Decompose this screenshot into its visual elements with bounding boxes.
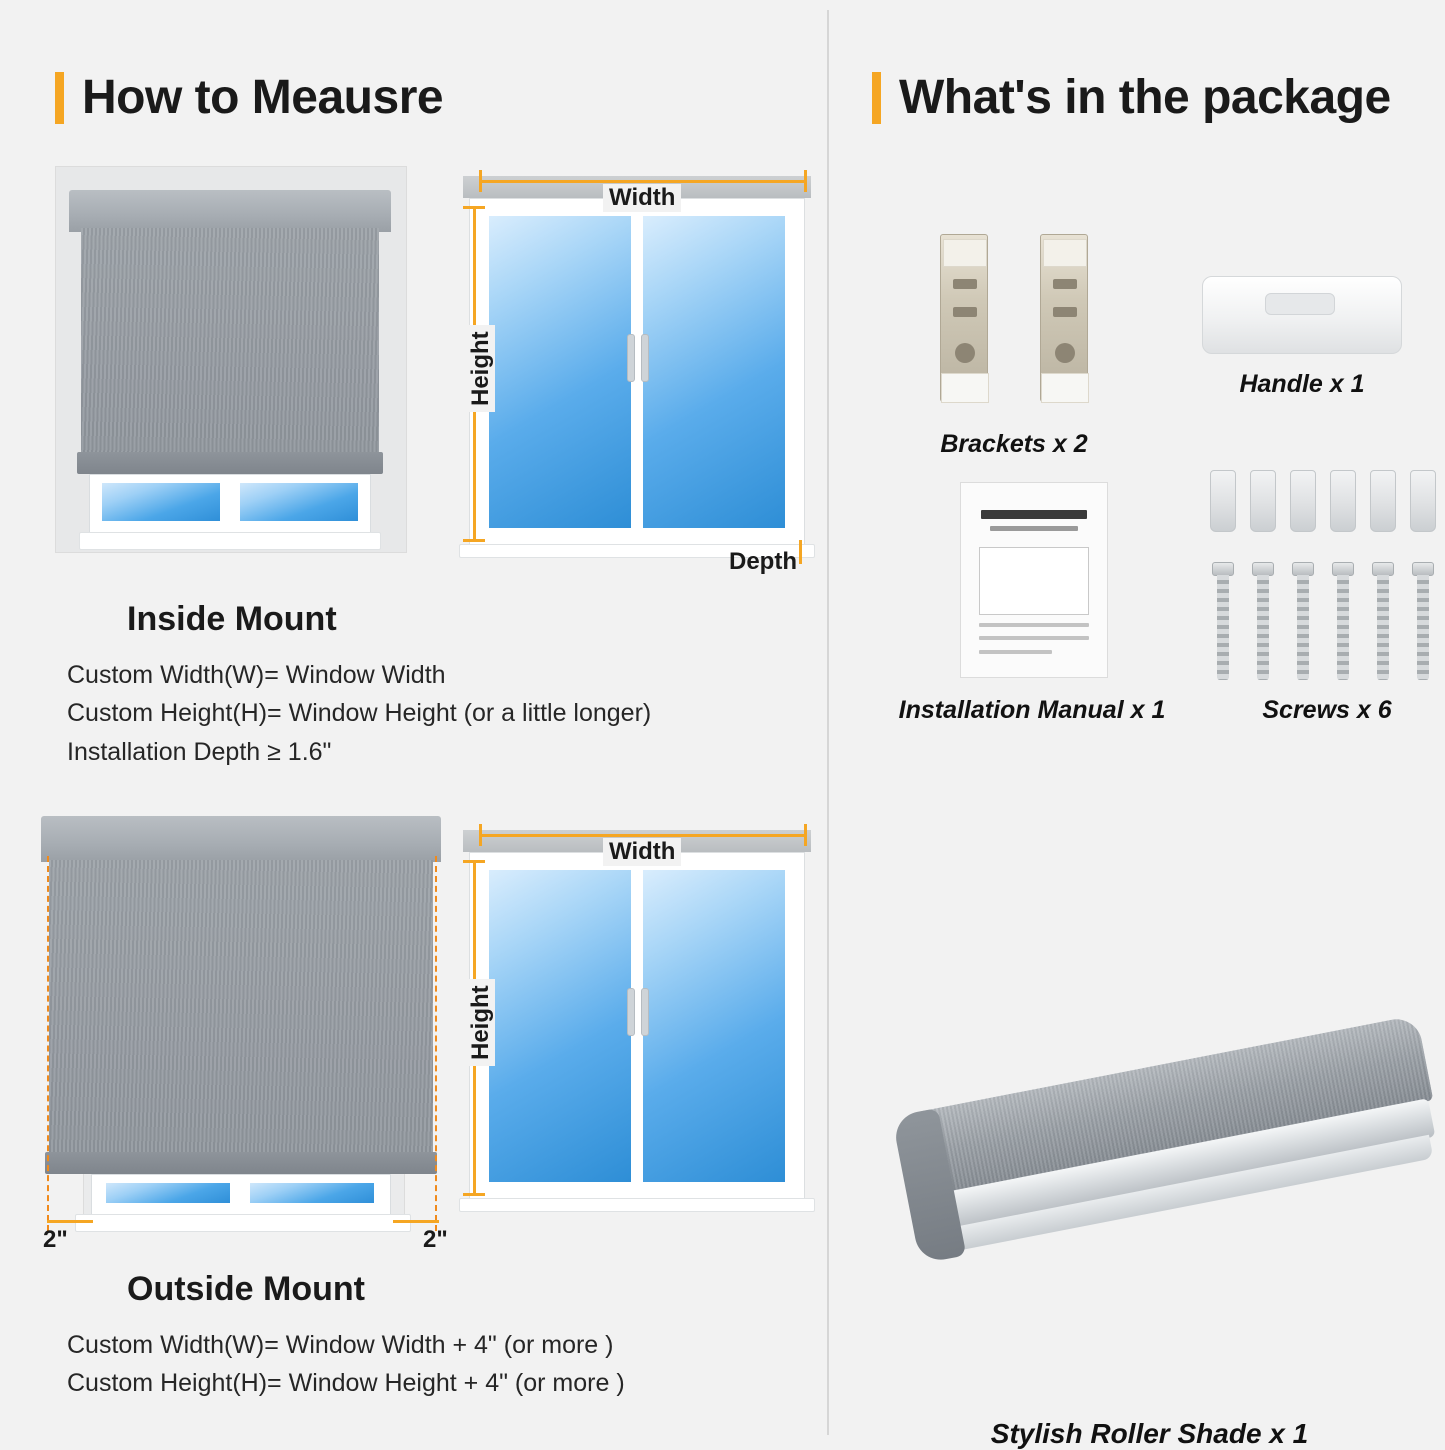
outside-width-cap-right	[804, 824, 807, 846]
inside-measure-handle-right	[641, 334, 649, 382]
outside-window-sill	[75, 1214, 411, 1232]
screw-icon-4	[1332, 562, 1354, 680]
inside-height-cap-bottom	[463, 539, 485, 542]
outside-window-glass-left	[103, 1180, 233, 1206]
inside-window-sill	[79, 532, 381, 550]
outside-mount-illustration	[43, 816, 795, 1256]
package-heading-label: What's in the package	[899, 71, 1391, 124]
inside-window-glass-left	[99, 480, 223, 524]
outside-mount-title: Outside Mount	[127, 1269, 365, 1308]
how-to-measure-heading	[55, 72, 795, 124]
inside-mount-title: Inside Mount	[127, 600, 337, 638]
bracket-left-icon	[940, 234, 988, 402]
outside-width-cap-left	[479, 824, 482, 846]
inside-height-label: Height	[467, 325, 495, 412]
outside-measure-pane-right	[639, 866, 789, 1186]
roller-shade-icon	[897, 1015, 1445, 1263]
outside-mount-line-2: Custom Height(H)= Window Height + 4" (or more )	[67, 1369, 625, 1397]
inside-width-line	[479, 180, 807, 183]
how-to-measure-section	[43, 71, 797, 1403]
screws-caption: Screws x 6	[1262, 696, 1392, 724]
package-contents-section	[872, 71, 1427, 1449]
outside-measure-handle-right	[641, 988, 649, 1036]
inside-measure-pane-right	[639, 212, 789, 532]
brackets-caption: Brackets x 2	[940, 430, 1088, 458]
outside-extension-dash-left	[47, 856, 49, 1231]
outside-window-glass-right	[247, 1180, 377, 1206]
manual-caption: Installation Manual x 1	[898, 696, 1166, 724]
bracket-right-icon	[1040, 234, 1088, 402]
heading-accent-bar	[55, 72, 64, 124]
inside-shade-fabric	[81, 228, 379, 456]
column-divider	[827, 10, 829, 1435]
inside-height-cap-top	[463, 206, 485, 209]
package-heading	[872, 72, 1427, 124]
outside-measure-sill	[459, 1198, 815, 1212]
installation-manual-icon	[960, 482, 1108, 678]
roller-shade-caption: Stylish Roller Shade x 1	[990, 1418, 1309, 1449]
screw-icon-5	[1372, 562, 1394, 680]
inside-depth-label: Depth	[729, 548, 797, 575]
outside-height-label: Height	[467, 979, 495, 1066]
inside-shade-bottomrail	[77, 452, 383, 474]
outside-extension-dash-right	[435, 856, 437, 1231]
inside-width-label: Width	[603, 184, 681, 212]
outside-measure-handle-left	[627, 988, 635, 1036]
outside-mount-line-1: Custom Width(W)= Window Width + 4" (or more )	[67, 1330, 614, 1359]
outside-extension-line-left	[47, 1220, 93, 1223]
roller-shade-product	[872, 1024, 1427, 1449]
inside-window-glass-right	[237, 480, 361, 524]
outside-height-cap-bottom	[463, 1193, 485, 1196]
outside-width-line	[479, 834, 807, 837]
handle-icon	[1202, 276, 1402, 354]
inside-mount-line-1: Custom Width(W)= Window Width	[67, 661, 446, 689]
anchor-icon-4	[1330, 470, 1356, 532]
screw-icon-6	[1412, 562, 1434, 680]
heading-label: How to Meausre	[82, 71, 444, 124]
handle-caption: Handle x 1	[1239, 370, 1365, 398]
outside-shade-fabric	[49, 860, 433, 1154]
inside-measure-pane-left	[485, 212, 635, 532]
screw-icon-2	[1252, 562, 1274, 680]
anchor-icon-3	[1290, 470, 1316, 532]
package-items-grid	[872, 234, 1427, 874]
inside-mount-line-3: Installation Depth ≥ 1.6"	[67, 737, 332, 766]
screw-icon-1	[1212, 562, 1234, 680]
screw-icon-3	[1292, 562, 1314, 680]
inside-measure-handle-left	[627, 334, 635, 382]
outside-extension-line-right	[393, 1220, 439, 1223]
inside-shade-headrail	[69, 190, 391, 232]
anchor-icon-1	[1210, 470, 1236, 532]
anchor-icon-5	[1370, 470, 1396, 532]
inside-mount-illustration	[55, 166, 795, 586]
outside-extension-label-left: 2"	[43, 1225, 68, 1253]
inside-width-cap-left	[479, 170, 482, 192]
anchor-icon-6	[1410, 470, 1436, 532]
outside-shade-headrail	[41, 816, 441, 862]
outside-height-cap-top	[463, 860, 485, 863]
inside-depth-line	[799, 540, 802, 564]
outside-measure-pane-left	[485, 866, 635, 1186]
outside-shade-bottomrail	[45, 1152, 437, 1174]
inside-mount-line-2: Custom Height(H)= Window Height (or a little longer)	[67, 699, 652, 728]
inside-width-cap-right	[804, 170, 807, 192]
package-heading-accent-bar	[872, 72, 881, 124]
anchor-icon-2	[1250, 470, 1276, 532]
outside-extension-label-right: 2"	[423, 1225, 448, 1253]
outside-width-label: Width	[603, 838, 681, 866]
